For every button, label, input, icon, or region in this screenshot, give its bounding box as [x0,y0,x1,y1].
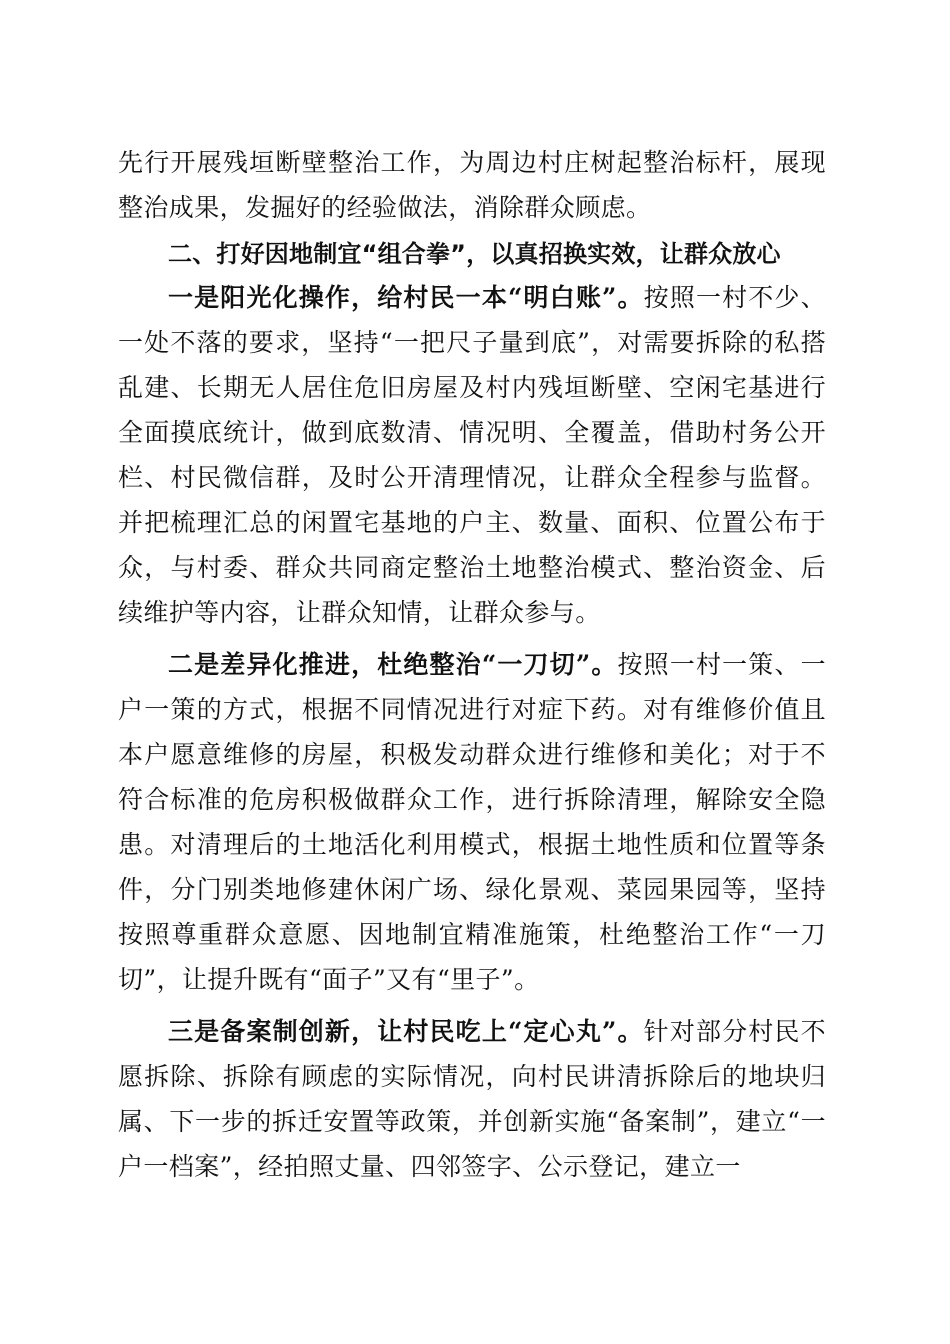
section-heading [118,233,826,275]
continuation-paragraph [118,140,826,230]
paragraph-lead: 三是备案制创新，让村民吃上“定心丸”。 [168,1017,644,1046]
paragraph-text: 按照一村不少、一处不落的要求，坚持“一把尺子量到底”，对需要拆除的私搭乱建、长期无人居住危旧房屋及村内残垣断壁、空闲宅基进行全面摸底统计，做到底数清、情况明、全覆盖，借助村务公开栏、村民微信群，及时公开清理情况，让群众全程参与监督。并把梳理汇总的闲置宅基地的户主、数量、面积、位置公布于众，与村委、群众共同商定整治土地整治模式、整治资金、后续维护等内容，让群众知情，让群众参与。 [118,283,826,627]
heading-text: 二、打好因地制宜“组合拳”，以真招换实效，让群众放心 [168,240,781,268]
body-paragraph-1 [118,275,826,635]
body-paragraph-2 [118,642,826,1002]
body-paragraph-3 [118,1009,826,1189]
paragraph-lead: 一是阳光化操作，给村民一本“明白账”。 [168,283,644,312]
paragraph-text: 针对部分村民不愿拆除、拆除有顾虑的实际情况，向村民讲清拆除后的地块归属、下一步的拆迁安置等政策，并创新实施“备案制”，建立“一户一档案”，经拍照丈量、四邻签字、公示登记，建立一 [118,1017,826,1181]
paragraph-lead: 二是差异化推进，杜绝整治“一刀切”。 [168,650,618,679]
document-body [118,140,826,1189]
paragraph-text: 先行开展残垣断壁整治工作，为周边村庄树起整治标杆，展现整治成果，发掘好的经验做法，消除群众顾虑。 [118,148,826,222]
paragraph-text: 按照一村一策、一户一策的方式，根据不同情况进行对症下药。对有维修价值且本户愿意维修的房屋，积极发动群众进行维修和美化；对于不符合标准的危房积极做群众工作，进行拆除清理，解除安全隐患。对清理后的土地活化利用模式，根据土地性质和位置等条件，分门别类地修建休闲广场、绿化景观、菜园果园等，坚持按照尊重群众意愿、因地制宜精准施策，杜绝整治工作“一刀切”，让提升既有“面子”又有“里子”。 [118,650,827,994]
